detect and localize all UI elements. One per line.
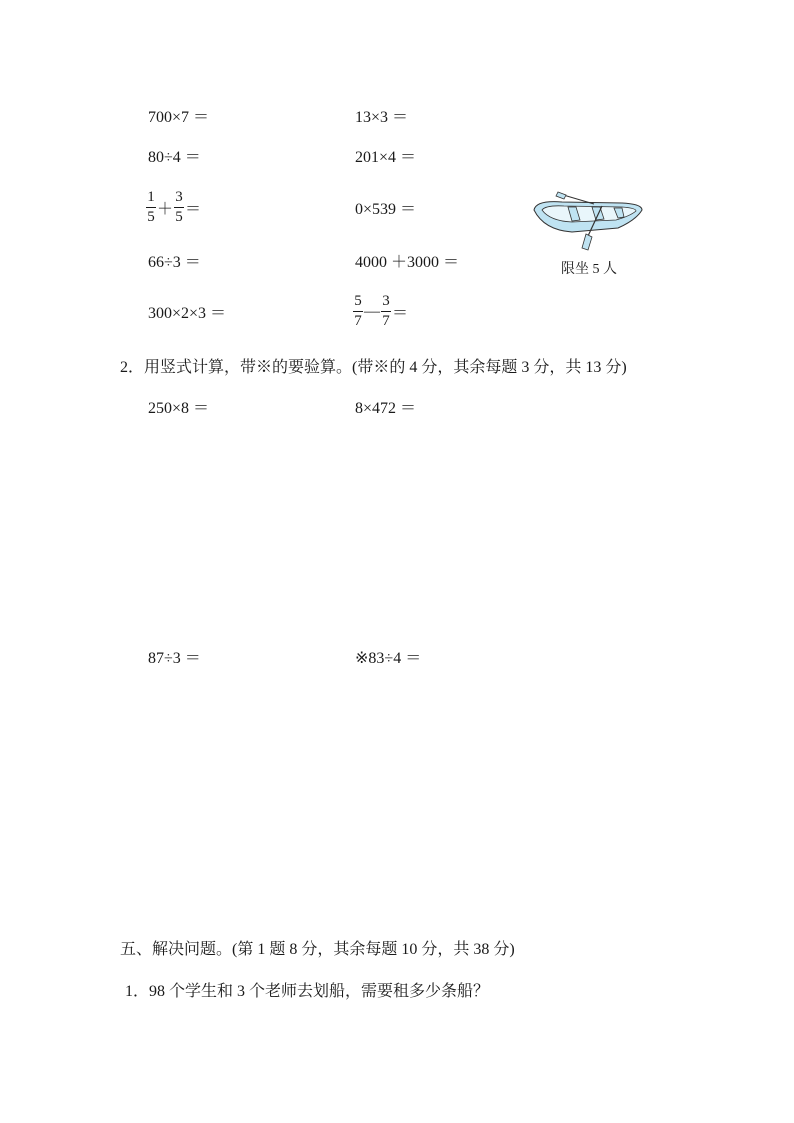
calc-80div4: 80÷4 ＝ <box>148 149 201 166</box>
calc-66div3: 66÷3 ＝ <box>148 254 201 271</box>
fraction-five-sevenths <box>353 294 363 329</box>
denominator: 7 <box>354 313 362 329</box>
denominator: 5 <box>175 209 183 225</box>
vertical-calc-250x8: 250×8 ＝ <box>148 400 210 417</box>
calc-fraction-sum <box>146 190 202 225</box>
calc-300x2x3: 300×2×3 ＝ <box>148 305 227 322</box>
calc-201x4: 201×4 ＝ <box>355 149 417 166</box>
vertical-calc-87div3: 87÷3 ＝ <box>148 650 201 667</box>
fraction-bar <box>174 207 184 208</box>
minus-sign: — <box>364 302 380 320</box>
equals-sign: ＝ <box>392 305 409 322</box>
question-2-title: 2．用竖式计算，带※的要验算。(带※的 4 分，其余每题 3 分，共 13 分) <box>120 359 627 376</box>
fraction-bar <box>353 311 363 312</box>
fraction-three-fifths <box>174 190 184 225</box>
vertical-calc-83div4-check: ※83÷4 ＝ <box>355 650 422 667</box>
boat-capacity-caption: 限坐 5 人 <box>561 262 617 277</box>
calc-0x539: 0×539 ＝ <box>355 201 417 218</box>
calc-700x7: 700×7 ＝ <box>148 109 210 126</box>
equals-sign: ＝ <box>185 201 202 218</box>
numerator: 3 <box>382 293 390 309</box>
fraction-bar <box>146 207 156 208</box>
numerator: 5 <box>354 293 362 309</box>
denominator: 5 <box>147 209 155 225</box>
fraction-bar <box>381 311 391 312</box>
fraction-one-fifth <box>146 190 156 225</box>
plus-sign: ＋ <box>157 201 174 218</box>
numerator: 3 <box>175 189 183 205</box>
calc-13x3: 13×3 ＝ <box>355 109 409 126</box>
rowboat-icon <box>532 190 644 252</box>
calc-fraction-diff <box>353 294 409 329</box>
section-5-title: 五、解决问题。(第 1 题 8 分，其余每题 10 分，共 38 分) <box>120 941 515 958</box>
calc-4000-plus-3000: 4000 ＋3000 ＝ <box>355 254 460 271</box>
vertical-calc-8x472: 8×472 ＝ <box>355 400 417 417</box>
fraction-three-sevenths <box>381 294 391 329</box>
denominator: 7 <box>382 313 390 329</box>
word-problem-1: 1．98 个学生和 3 个老师去划船，需要租多少条船？ <box>125 983 490 1000</box>
numerator: 1 <box>147 189 155 205</box>
